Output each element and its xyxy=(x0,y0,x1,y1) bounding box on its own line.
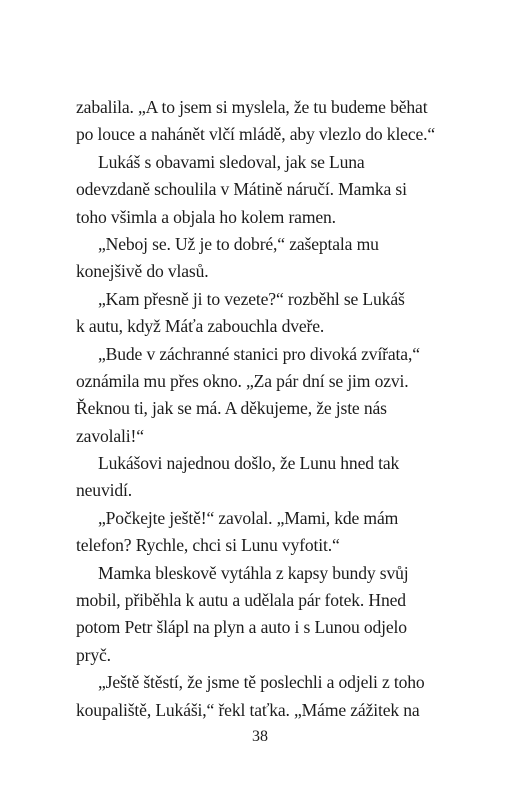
text-line: oznámila mu přes okno. „Za pár dní se jim ozvi. xyxy=(76,370,409,391)
text-line: toho všimla a objala ho kolem ramen. xyxy=(76,206,336,227)
paragraph-start-line: „Kam přesně ji to vezete?“ rozběhl se Lukáš xyxy=(98,288,405,309)
text-line: po louce a nahánět vlčí mládě, aby vlezlo do klece.“ xyxy=(76,124,436,145)
page-number: 38 xyxy=(252,728,268,745)
text-line: telefon? Rychle, chci si Lunu vyfotit.“ xyxy=(76,535,340,556)
text-line: konejšivě do vlasů. xyxy=(76,261,209,282)
paragraph-start-line: „Počkejte ještě!“ zavolal. „Mami, kde mám xyxy=(98,507,399,528)
text-line: potom Petr šlápl na plyn a auto i s Lunou odjelo xyxy=(76,617,407,638)
text-line: zavolali!“ xyxy=(76,425,144,446)
text-line: mobil, přiběhla k autu a udělala pár fotek. Hned xyxy=(76,590,406,611)
body-text xyxy=(76,94,456,724)
text-line: pryč. xyxy=(76,644,111,665)
paragraph-start-line: Lukáš s obavami sledoval, jak se Luna xyxy=(98,151,365,172)
text-line: k autu, když Máťa zabouchla dveře. xyxy=(76,316,325,337)
paragraph-start-line: „Ještě štěstí, že jsme tě poslechli a odjeli z toho xyxy=(98,672,425,693)
paragraph-start-line: „Bude v záchranné stanici pro divoká zvířata,“ xyxy=(98,343,420,364)
paragraph-start-line: „Neboj se. Už je to dobré,“ zašeptala mu xyxy=(98,233,379,254)
paragraph-start-line: Lukášovi najednou došlo, že Lunu hned tak xyxy=(98,453,400,474)
text-line: odevzdaně schoulila v Mátině náručí. Mamka si xyxy=(76,179,407,200)
text-line: neuvidí. xyxy=(76,480,132,501)
text-line: zabalila. „A to jsem si myslela, že tu budeme běhat xyxy=(76,97,428,117)
paragraph-start-line: Mamka bleskově vytáhla z kapsy bundy svůj xyxy=(98,562,409,583)
text-line: Řeknou ti, jak se má. A děkujeme, že jste nás xyxy=(76,398,387,419)
text-line: koupaliště, Lukáši,“ řekl taťka. „Máme zážitek na xyxy=(76,699,420,720)
